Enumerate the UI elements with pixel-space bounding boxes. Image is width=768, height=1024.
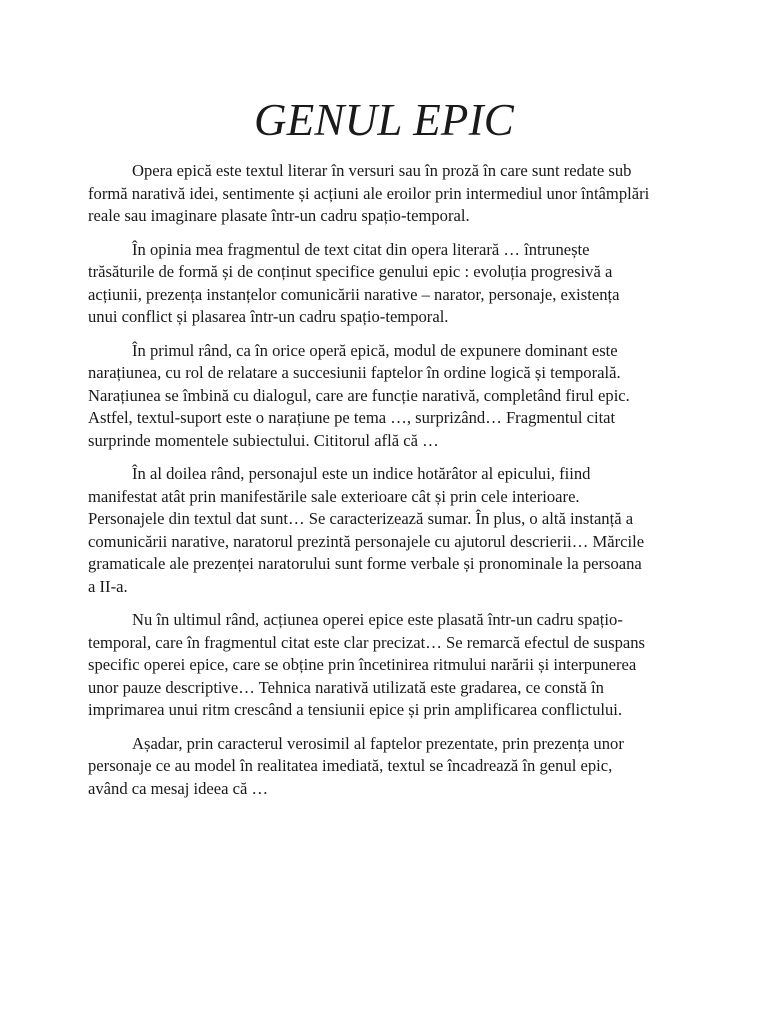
document-body: [88, 160, 650, 811]
paragraph-characters: În al doilea rând, personajul este un indice hotărâtor al epicului, fiind manifestat atât prin manifestările sale exterioare cât și prin cele interioare. Personajele din textul dat sunt… Se caracterizează sumar. În plus, o altă instanță a comunicării narative, naratorul prezintă personajele cu ajutorul descrierii… Mărcile gramaticale ale prezenței naratorului sunt forme verbale și pronominale la persoana a II-a.: [88, 464, 645, 596]
document-title: GENUL EPIC: [254, 95, 514, 145]
paragraph-opinion: În opinia mea fragmentul de text citat din opera literară … întrunește trăsăturile de formă și de conținut specifice genului epic : evoluția progresivă a acțiunii, prezența instanțelor comunicării narative – narator, personaje, existența unui conflict și plasarea într-un cadru spațio-temporal.: [88, 239, 620, 326]
paragraph-conclusion: Așadar, prin caracterul verosimil al faptelor prezentate, prin prezența unor personaje ce au model în realitatea imediată, textul se încadrează în genul epic, având ca mesaj ideea că …: [88, 733, 624, 798]
paragraph-narration: În primul rând, ca în orice operă epică, modul de expunere dominant este narațiunea, cu rol de relatare a succesiunii faptelor în ordine logică și temporală. Narațiunea se îmbină cu dialogul, care are funcție narativă, completând firul epic. Astfel, textul-suport este o narațiune pe tema …, surprizând… Fragmentul citat surprinde momentele subiectului. Cititorul află că …: [88, 340, 630, 450]
paragraph-setting: Nu în ultimul rând, acțiunea operei epice este plasată într-un cadru spațio-temporal, care în fragmentul citat este clar precizat… Se remarcă efectul de suspans specific operei epice, care se obține prin încetinirea ritmului narării și interpunerea unor pauze descriptive… Tehnica narativă utilizată este gradarea, ce constă în imprimarea unui ritm crescând a tensiunii epice și prin amplificarea conflictului.: [88, 610, 646, 719]
paragraph-definition: Opera epică este textul literar în versuri sau în proză în care sunt redate sub formă narativă idei, sentimente și acțiuni ale eroilor prin intermediul unor întâmplări reale sau imaginare plasate într-un cadru spațio-temporal.: [88, 161, 650, 225]
